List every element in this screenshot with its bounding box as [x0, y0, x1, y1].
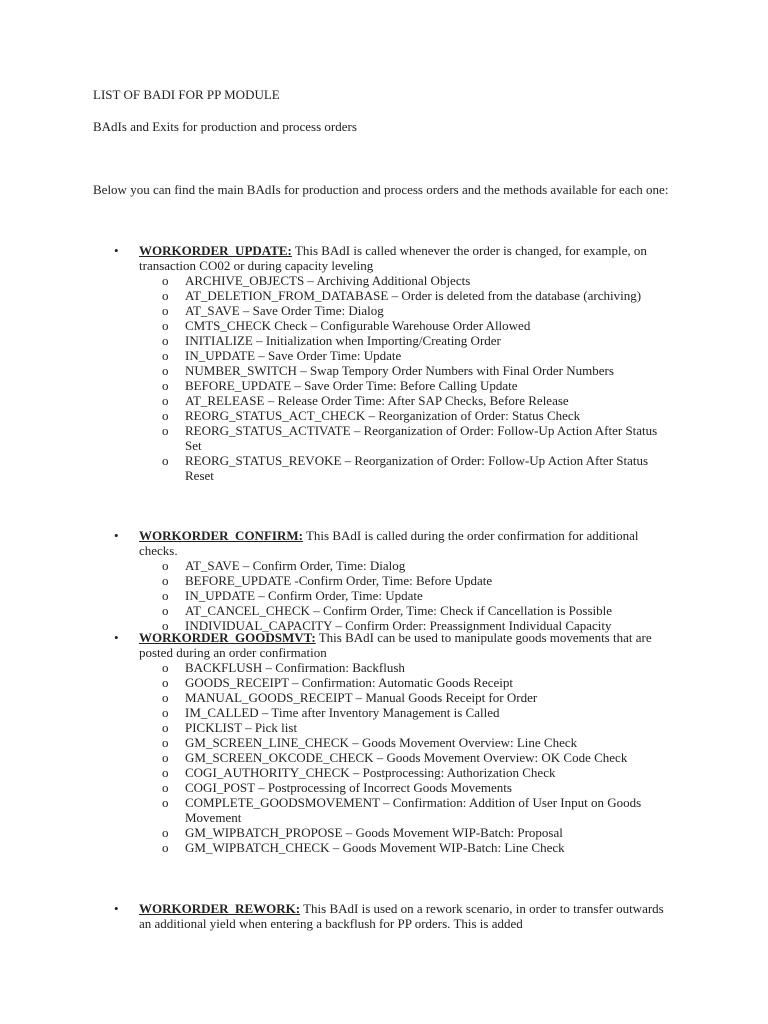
sub-bullet-icon: o: [162, 393, 169, 408]
sub-bullet-icon: o: [162, 618, 169, 633]
method-item: [0, 780, 768, 795]
method-text: REORG_STATUS_ACTIVATE – Reorganization of Order: Follow-Up Action After Status Set: [185, 423, 658, 453]
sub-bullet-icon: o: [162, 735, 169, 750]
method-text: GOODS_RECEIPT – Confirmation: Automatic Goods Receipt: [185, 675, 513, 690]
bullet-icon: •: [114, 630, 119, 645]
sub-bullet-icon: o: [162, 288, 169, 303]
sub-bullet-icon: o: [162, 573, 169, 588]
sub-bullet-icon: o: [162, 705, 169, 720]
method-text: REORG_STATUS_REVOKE – Reorganization of Order: Follow-Up Action After Status Reset: [185, 453, 649, 483]
method-item: [0, 675, 768, 690]
method-text: BEFORE_UPDATE -Confirm Order, Time: Before Update: [185, 573, 493, 588]
method-list: [0, 558, 768, 633]
method-text: NUMBER_SWITCH – Swap Tempory Order Numbers with Final Order Numbers: [185, 363, 614, 378]
method-item: [0, 378, 768, 393]
method-text: AT_SAVE – Confirm Order, Time: Dialog: [185, 558, 406, 573]
method-text: REORG_STATUS_ACT_CHECK – Reorganization of Order: Status Check: [185, 408, 581, 423]
method-item: [0, 720, 768, 735]
method-item: [0, 393, 768, 408]
sub-bullet-icon: o: [162, 303, 169, 318]
method-text: AT_DELETION_FROM_DATABASE – Order is deleted from the database (archiving): [185, 288, 642, 303]
method-item: [0, 318, 768, 333]
bullet-icon: •: [114, 528, 119, 543]
method-item: [0, 840, 768, 855]
badi-section: [0, 243, 768, 483]
method-text: GM_WIPBATCH_CHECK – Goods Movement WIP-Batch: Line Check: [185, 840, 565, 855]
badi-name: WORKORDER_UPDATE:: [139, 243, 292, 258]
method-text: IN_UPDATE – Save Order Time: Update: [185, 348, 402, 363]
bullet-icon: •: [114, 243, 119, 258]
method-text: AT_RELEASE – Release Order Time: After SAP Checks, Before Release: [185, 393, 569, 408]
method-text: COGI_POST – Postprocessing of Incorrect Goods Movements: [185, 780, 512, 795]
method-text: ARCHIVE_OBJECTS – Archiving Additional Objects: [185, 273, 471, 288]
method-item: [0, 750, 768, 765]
badi-name: WORKORDER_CONFIRM:: [139, 528, 303, 543]
method-item: [0, 558, 768, 573]
badi-name: WORKORDER_GOODSMVT:: [139, 630, 316, 645]
sub-bullet-icon: o: [162, 333, 169, 348]
method-item: [0, 303, 768, 318]
sub-bullet-icon: o: [162, 660, 169, 675]
method-item: [0, 795, 768, 825]
method-text: PICKLIST – Pick list: [185, 720, 298, 735]
method-item: [0, 660, 768, 675]
sub-bullet-icon: o: [162, 378, 169, 393]
sub-bullet-icon: o: [162, 318, 169, 333]
method-text: GM_SCREEN_LINE_CHECK – Goods Movement Overview: Line Check: [185, 735, 578, 750]
sub-bullet-icon: o: [162, 558, 169, 573]
document-subtitle: BAdIs and Exits for production and process orders: [93, 119, 357, 134]
sub-bullet-icon: o: [162, 588, 169, 603]
sub-bullet-icon: o: [162, 765, 169, 780]
sub-bullet-icon: o: [162, 363, 169, 378]
sub-bullet-icon: o: [162, 825, 169, 840]
method-text: BEFORE_UPDATE – Save Order Time: Before Calling Update: [185, 378, 518, 393]
badi-entry: [0, 901, 768, 931]
sub-bullet-icon: o: [162, 453, 169, 468]
sub-bullet-icon: o: [162, 840, 169, 855]
sub-bullet-icon: o: [162, 423, 169, 438]
badi-entry: [0, 630, 768, 660]
method-text: IN_UPDATE – Confirm Order, Time: Update: [185, 588, 423, 603]
sub-bullet-icon: o: [162, 750, 169, 765]
method-text: AT_SAVE – Save Order Time: Dialog: [185, 303, 384, 318]
badi-entry: [0, 243, 768, 273]
method-item: [0, 690, 768, 705]
method-item: [0, 363, 768, 378]
method-item: [0, 705, 768, 720]
sub-bullet-icon: o: [162, 603, 169, 618]
badi-description: This BAdI is called whenever the order is changed, for example, on transaction CO02 or during capacity leveling: [139, 243, 647, 273]
method-item: [0, 588, 768, 603]
sub-bullet-icon: o: [162, 795, 169, 810]
sub-bullet-icon: o: [162, 408, 169, 423]
method-item: [0, 423, 768, 453]
intro-paragraph: Below you can find the main BAdIs for production and process orders and the methods available for each one:: [93, 182, 669, 197]
method-item: [0, 603, 768, 618]
badi-description: This BAdI is used on a rework scenario, in order to transfer outwards an additional yield when entering a backflush for PP orders. This is added: [139, 901, 664, 931]
method-item: [0, 735, 768, 750]
method-text: INDIVIDUAL_CAPACITY – Confirm Order: Preassignment Individual Capacity: [185, 618, 612, 633]
sub-bullet-icon: o: [162, 273, 169, 288]
sub-bullet-icon: o: [162, 720, 169, 735]
sub-bullet-icon: o: [162, 348, 169, 363]
method-text: BACKFLUSH – Confirmation: Backflush: [185, 660, 405, 675]
method-text: GM_WIPBATCH_PROPOSE – Goods Movement WIP-Batch: Proposal: [185, 825, 563, 840]
sub-bullet-icon: o: [162, 690, 169, 705]
method-item: [0, 825, 768, 840]
document-title: LIST OF BADI FOR PP MODULE: [93, 87, 280, 102]
method-item: [0, 408, 768, 423]
badi-entry: [0, 528, 768, 558]
badi-description: This BAdI can be used to manipulate goods movements that are posted during an order confirmation: [139, 630, 652, 660]
method-text: IM_CALLED – Time after Inventory Management is Called: [185, 705, 500, 720]
badi-section: [0, 630, 768, 855]
method-item: [0, 765, 768, 780]
badi-section: [0, 528, 768, 633]
method-text: CMTS_CHECK Check – Configurable Warehouse Order Allowed: [185, 318, 531, 333]
method-text: AT_CANCEL_CHECK – Confirm Order, Time: Check if Cancellation is Possible: [185, 603, 613, 618]
method-item: [0, 348, 768, 363]
method-text: MANUAL_GOODS_RECEIPT – Manual Goods Receipt for Order: [185, 690, 538, 705]
method-list: [0, 273, 768, 483]
sub-bullet-icon: o: [162, 675, 169, 690]
badi-name: WORKORDER_REWORK:: [139, 901, 301, 916]
method-item: [0, 288, 768, 303]
method-list: [0, 660, 768, 855]
method-item: [0, 333, 768, 348]
method-text: COMPLETE_GOODSMOVEMENT – Confirmation: Addition of User Input on Goods Movement: [185, 795, 642, 825]
method-text: INITIALIZE – Initialization when Importing/Creating Order: [185, 333, 501, 348]
method-item: [0, 273, 768, 288]
bullet-icon: •: [114, 901, 119, 916]
badi-description: This BAdI is called during the order confirmation for additional checks.: [139, 528, 639, 558]
method-item: [0, 453, 768, 483]
sub-bullet-icon: o: [162, 780, 169, 795]
method-text: COGI_AUTHORITY_CHECK – Postprocessing: Authorization Check: [185, 765, 556, 780]
method-item: [0, 573, 768, 588]
badi-section: [0, 901, 768, 931]
method-text: GM_SCREEN_OKCODE_CHECK – Goods Movement Overview: OK Code Check: [185, 750, 628, 765]
